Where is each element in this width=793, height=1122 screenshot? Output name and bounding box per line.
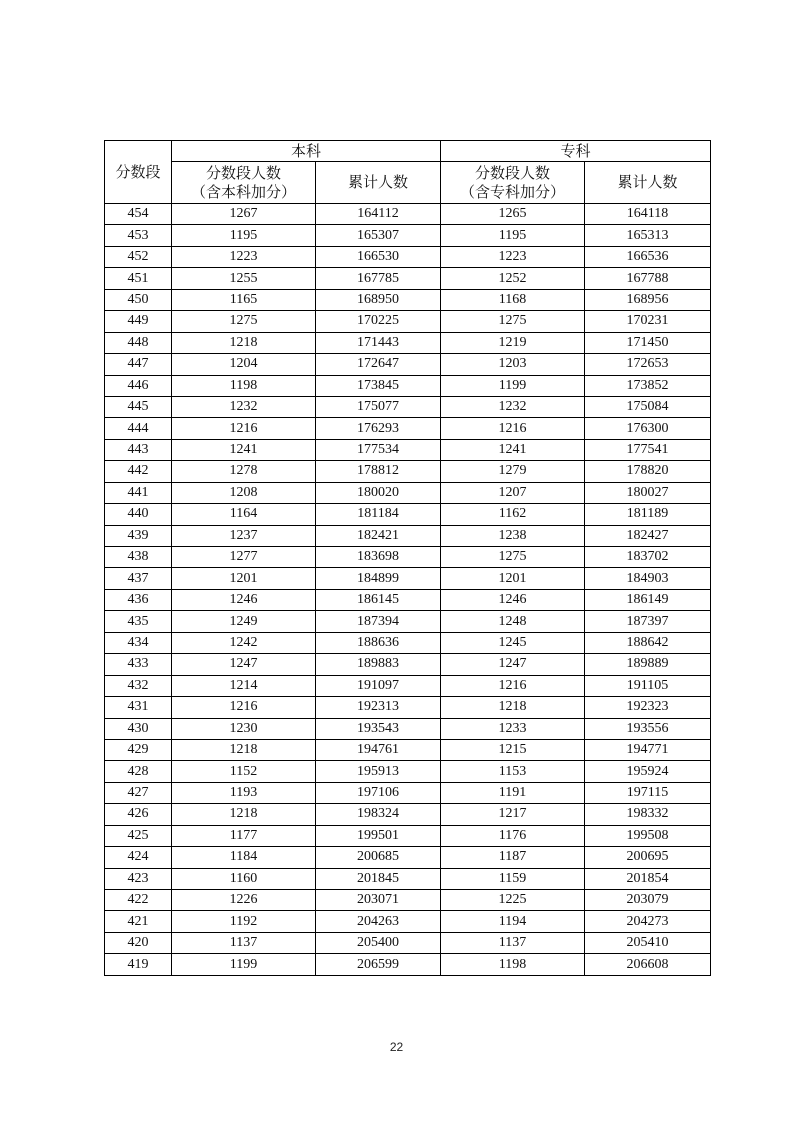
score-cell: 438 <box>105 547 172 568</box>
zhuanke-cumulative-cell: 176300 <box>585 418 711 439</box>
benke-cumulative-cell: 180020 <box>316 482 441 503</box>
benke-cumulative-cell: 168950 <box>316 289 441 310</box>
table-row <box>105 204 711 225</box>
zhuanke-cumulative-cell: 177541 <box>585 439 711 460</box>
table-row <box>105 246 711 267</box>
table-row <box>105 632 711 653</box>
zhuanke-cumulative-cell: 206608 <box>585 954 711 975</box>
zhuanke-cumulative-cell: 170231 <box>585 311 711 332</box>
zhuanke-cumulative-cell: 195924 <box>585 761 711 782</box>
zhuanke-cumulative-cell: 189889 <box>585 654 711 675</box>
zhuanke-count-cell: 1159 <box>441 868 585 889</box>
benke-count-cell: 1192 <box>172 911 316 932</box>
zhuanke-count-cell: 1201 <box>441 568 585 589</box>
zhuanke-count-cell: 1238 <box>441 525 585 546</box>
benke-cumulative-cell: 177534 <box>316 439 441 460</box>
score-cell: 453 <box>105 225 172 246</box>
table-row <box>105 718 711 739</box>
zhuanke-count-cell: 1137 <box>441 932 585 953</box>
score-cell: 428 <box>105 761 172 782</box>
benke-cumulative-cell: 197106 <box>316 782 441 803</box>
benke-count-cell: 1230 <box>172 718 316 739</box>
table-row <box>105 825 711 846</box>
score-cell: 439 <box>105 525 172 546</box>
benke-cumulative-cell: 192313 <box>316 697 441 718</box>
zhuanke-count-cell: 1217 <box>441 804 585 825</box>
zhuanke-count-cell: 1275 <box>441 547 585 568</box>
score-cell: 448 <box>105 332 172 353</box>
benke-count-cell: 1165 <box>172 289 316 310</box>
table-row <box>105 589 711 610</box>
zhuanke-count-cell: 1248 <box>441 611 585 632</box>
score-cell: 452 <box>105 246 172 267</box>
benke-count-cell: 1184 <box>172 847 316 868</box>
zhuanke-count-cell: 1216 <box>441 675 585 696</box>
benke-count-cell: 1242 <box>172 632 316 653</box>
benke-cumulative-cell: 187394 <box>316 611 441 632</box>
benke-cumulative-cell: 183698 <box>316 547 441 568</box>
benke-cumulative-cell: 172647 <box>316 354 441 375</box>
zhuanke-cumulative-cell: 205410 <box>585 932 711 953</box>
zhuanke-cumulative-cell: 175084 <box>585 396 711 417</box>
score-cell: 446 <box>105 375 172 396</box>
score-cell: 426 <box>105 804 172 825</box>
zhuanke-cumulative-cell: 180027 <box>585 482 711 503</box>
zhuanke-count-cell: 1203 <box>441 354 585 375</box>
table-row <box>105 697 711 718</box>
benke-cumulative-cell: 201845 <box>316 868 441 889</box>
zhuanke-count-cell: 1187 <box>441 847 585 868</box>
score-cell: 430 <box>105 718 172 739</box>
zhuanke-cumulative-cell: 188642 <box>585 632 711 653</box>
table-row <box>105 611 711 632</box>
table-row <box>105 547 711 568</box>
benke-cumulative-cell: 171443 <box>316 332 441 353</box>
zhuanke-cumulative-cell: 184903 <box>585 568 711 589</box>
zhuanke-cumulative-header: 累计人数 <box>585 162 711 204</box>
score-cell: 444 <box>105 418 172 439</box>
table-row <box>105 375 711 396</box>
table-row <box>105 504 711 525</box>
table-row <box>105 461 711 482</box>
table-row <box>105 418 711 439</box>
benke-cumulative-cell: 167785 <box>316 268 441 289</box>
score-cell: 424 <box>105 847 172 868</box>
benke-cumulative-cell: 198324 <box>316 804 441 825</box>
zhuanke-count-cell: 1252 <box>441 268 585 289</box>
zhuanke-cumulative-cell: 172653 <box>585 354 711 375</box>
benke-cumulative-cell: 206599 <box>316 954 441 975</box>
benke-cumulative-cell: 173845 <box>316 375 441 396</box>
score-cell: 432 <box>105 675 172 696</box>
benke-count-cell: 1201 <box>172 568 316 589</box>
benke-cumulative-cell: 188636 <box>316 632 441 653</box>
table-row <box>105 804 711 825</box>
zhuanke-count-cell: 1225 <box>441 890 585 911</box>
score-cell: 421 <box>105 911 172 932</box>
benke-count-cell: 1193 <box>172 782 316 803</box>
benke-cumulative-cell: 182421 <box>316 525 441 546</box>
benke-count-cell: 1195 <box>172 225 316 246</box>
score-cell: 425 <box>105 825 172 846</box>
score-cell: 419 <box>105 954 172 975</box>
score-cell: 449 <box>105 311 172 332</box>
group-header-benke: 本科 <box>172 141 441 162</box>
zhuanke-count-cell: 1195 <box>441 225 585 246</box>
score-cell: 451 <box>105 268 172 289</box>
benke-count-cell: 1208 <box>172 482 316 503</box>
table-row <box>105 568 711 589</box>
zhuanke-cumulative-cell: 186149 <box>585 589 711 610</box>
zhuanke-count-cell: 1191 <box>441 782 585 803</box>
table-row <box>105 482 711 503</box>
zhuanke-count-cell: 1207 <box>441 482 585 503</box>
benke-count-cell: 1247 <box>172 654 316 675</box>
zhuanke-cumulative-cell: 192323 <box>585 697 711 718</box>
zhuanke-cumulative-cell: 171450 <box>585 332 711 353</box>
zhuanke-cumulative-cell: 193556 <box>585 718 711 739</box>
benke-count-note: （含本科加分） <box>190 182 296 201</box>
zhuanke-cumulative-cell: 178820 <box>585 461 711 482</box>
benke-count-cell: 1255 <box>172 268 316 289</box>
benke-cumulative-cell: 170225 <box>316 311 441 332</box>
table-row <box>105 847 711 868</box>
benke-count-cell: 1218 <box>172 332 316 353</box>
benke-count-cell: 1277 <box>172 547 316 568</box>
zhuanke-cumulative-cell: 201854 <box>585 868 711 889</box>
zhuanke-count-cell: 1246 <box>441 589 585 610</box>
zhuanke-cumulative-cell: 194771 <box>585 739 711 760</box>
table-row <box>105 311 711 332</box>
score-cell: 431 <box>105 697 172 718</box>
zhuanke-count-cell: 1153 <box>441 761 585 782</box>
zhuanke-count-cell: 1199 <box>441 375 585 396</box>
benke-count-cell: 1216 <box>172 697 316 718</box>
table-row <box>105 289 711 310</box>
score-column-header: 分数段 <box>105 141 172 204</box>
benke-count-cell: 1160 <box>172 868 316 889</box>
benke-cumulative-cell: 165307 <box>316 225 441 246</box>
zhuanke-cumulative-cell: 173852 <box>585 375 711 396</box>
zhuanke-count-cell: 1168 <box>441 289 585 310</box>
zhuanke-cumulative-cell: 182427 <box>585 525 711 546</box>
benke-cumulative-cell: 181184 <box>316 504 441 525</box>
score-cell: 420 <box>105 932 172 953</box>
zhuanke-count-cell: 1194 <box>441 911 585 932</box>
zhuanke-count-cell: 1215 <box>441 739 585 760</box>
zhuanke-cumulative-cell: 168956 <box>585 289 711 310</box>
benke-cumulative-cell: 205400 <box>316 932 441 953</box>
score-cell: 422 <box>105 890 172 911</box>
zhuanke-cumulative-cell: 183702 <box>585 547 711 568</box>
zhuanke-count-cell: 1223 <box>441 246 585 267</box>
zhuanke-count-cell: 1218 <box>441 697 585 718</box>
benke-count-cell: 1214 <box>172 675 316 696</box>
benke-cumulative-cell: 178812 <box>316 461 441 482</box>
table-row <box>105 396 711 417</box>
table-row <box>105 761 711 782</box>
table-row <box>105 932 711 953</box>
benke-cumulative-cell: 164112 <box>316 204 441 225</box>
benke-cumulative-cell: 193543 <box>316 718 441 739</box>
benke-count-cell: 1241 <box>172 439 316 460</box>
zhuanke-count-cell: 1265 <box>441 204 585 225</box>
zhuanke-count-label: 分数段人数 <box>475 163 551 182</box>
table-row <box>105 525 711 546</box>
score-cell: 437 <box>105 568 172 589</box>
score-cell: 442 <box>105 461 172 482</box>
benke-count-cell: 1226 <box>172 890 316 911</box>
zhuanke-cumulative-cell: 164118 <box>585 204 711 225</box>
zhuanke-count-header <box>441 162 585 204</box>
score-cell: 440 <box>105 504 172 525</box>
zhuanke-count-cell: 1233 <box>441 718 585 739</box>
benke-count-cell: 1164 <box>172 504 316 525</box>
zhuanke-cumulative-cell: 197115 <box>585 782 711 803</box>
score-cell: 445 <box>105 396 172 417</box>
table-row <box>105 268 711 289</box>
table-row <box>105 354 711 375</box>
score-cell: 427 <box>105 782 172 803</box>
table-body <box>105 204 711 976</box>
benke-cumulative-cell: 184899 <box>316 568 441 589</box>
score-cell: 441 <box>105 482 172 503</box>
score-cell: 423 <box>105 868 172 889</box>
benke-count-label: 分数段人数 <box>205 163 281 182</box>
benke-cumulative-cell: 194761 <box>316 739 441 760</box>
benke-cumulative-cell: 200685 <box>316 847 441 868</box>
benke-cumulative-cell: 195913 <box>316 761 441 782</box>
score-cell: 450 <box>105 289 172 310</box>
benke-cumulative-header: 累计人数 <box>316 162 441 204</box>
table-row <box>105 332 711 353</box>
zhuanke-count-cell: 1275 <box>441 311 585 332</box>
zhuanke-count-cell: 1176 <box>441 825 585 846</box>
zhuanke-count-cell: 1245 <box>441 632 585 653</box>
zhuanke-cumulative-cell: 198332 <box>585 804 711 825</box>
table-row <box>105 890 711 911</box>
benke-cumulative-cell: 175077 <box>316 396 441 417</box>
benke-cumulative-cell: 186145 <box>316 589 441 610</box>
benke-cumulative-cell: 203071 <box>316 890 441 911</box>
zhuanke-cumulative-cell: 166536 <box>585 246 711 267</box>
zhuanke-cumulative-cell: 203079 <box>585 890 711 911</box>
benke-count-cell: 1198 <box>172 375 316 396</box>
table-row <box>105 654 711 675</box>
zhuanke-count-cell: 1216 <box>441 418 585 439</box>
score-cell: 435 <box>105 611 172 632</box>
benke-cumulative-cell: 204263 <box>316 911 441 932</box>
benke-cumulative-cell: 166530 <box>316 246 441 267</box>
table-row <box>105 954 711 975</box>
zhuanke-count-cell: 1219 <box>441 332 585 353</box>
zhuanke-count-cell: 1247 <box>441 654 585 675</box>
score-cell: 436 <box>105 589 172 610</box>
benke-cumulative-cell: 176293 <box>316 418 441 439</box>
zhuanke-cumulative-cell: 204273 <box>585 911 711 932</box>
benke-count-cell: 1216 <box>172 418 316 439</box>
zhuanke-cumulative-cell: 187397 <box>585 611 711 632</box>
group-header-zhuanke: 专科 <box>441 141 711 162</box>
zhuanke-cumulative-cell: 167788 <box>585 268 711 289</box>
table-row <box>105 225 711 246</box>
benke-count-cell: 1223 <box>172 246 316 267</box>
table-row <box>105 868 711 889</box>
table-row <box>105 739 711 760</box>
zhuanke-cumulative-cell: 165313 <box>585 225 711 246</box>
benke-count-cell: 1278 <box>172 461 316 482</box>
table-row <box>105 911 711 932</box>
benke-count-cell: 1249 <box>172 611 316 632</box>
header-row-groups <box>105 141 711 162</box>
score-cell: 433 <box>105 654 172 675</box>
benke-count-cell: 1137 <box>172 932 316 953</box>
benke-count-cell: 1204 <box>172 354 316 375</box>
zhuanke-count-cell: 1232 <box>441 396 585 417</box>
table-row <box>105 439 711 460</box>
score-cell: 454 <box>105 204 172 225</box>
benke-count-cell: 1275 <box>172 311 316 332</box>
benke-count-header <box>172 162 316 204</box>
benke-count-cell: 1218 <box>172 739 316 760</box>
score-cell: 447 <box>105 354 172 375</box>
score-cell: 434 <box>105 632 172 653</box>
zhuanke-cumulative-cell: 191105 <box>585 675 711 696</box>
benke-count-cell: 1199 <box>172 954 316 975</box>
score-distribution-table <box>104 140 711 976</box>
score-cell: 429 <box>105 739 172 760</box>
benke-cumulative-cell: 191097 <box>316 675 441 696</box>
table-row <box>105 782 711 803</box>
zhuanke-count-cell: 1162 <box>441 504 585 525</box>
zhuanke-count-cell: 1198 <box>441 954 585 975</box>
benke-cumulative-cell: 199501 <box>316 825 441 846</box>
score-cell: 443 <box>105 439 172 460</box>
benke-cumulative-cell: 189883 <box>316 654 441 675</box>
zhuanke-cumulative-cell: 181189 <box>585 504 711 525</box>
zhuanke-count-cell: 1241 <box>441 439 585 460</box>
benke-count-cell: 1267 <box>172 204 316 225</box>
benke-count-cell: 1237 <box>172 525 316 546</box>
zhuanke-cumulative-cell: 200695 <box>585 847 711 868</box>
zhuanke-cumulative-cell: 199508 <box>585 825 711 846</box>
zhuanke-count-note: （含专科加分） <box>460 182 566 201</box>
benke-count-cell: 1177 <box>172 825 316 846</box>
header-row-columns <box>105 162 711 204</box>
benke-count-cell: 1152 <box>172 761 316 782</box>
zhuanke-count-cell: 1279 <box>441 461 585 482</box>
table-row <box>105 675 711 696</box>
benke-count-cell: 1246 <box>172 589 316 610</box>
benke-count-cell: 1218 <box>172 804 316 825</box>
page-number: 22 <box>389 1040 404 1054</box>
benke-count-cell: 1232 <box>172 396 316 417</box>
